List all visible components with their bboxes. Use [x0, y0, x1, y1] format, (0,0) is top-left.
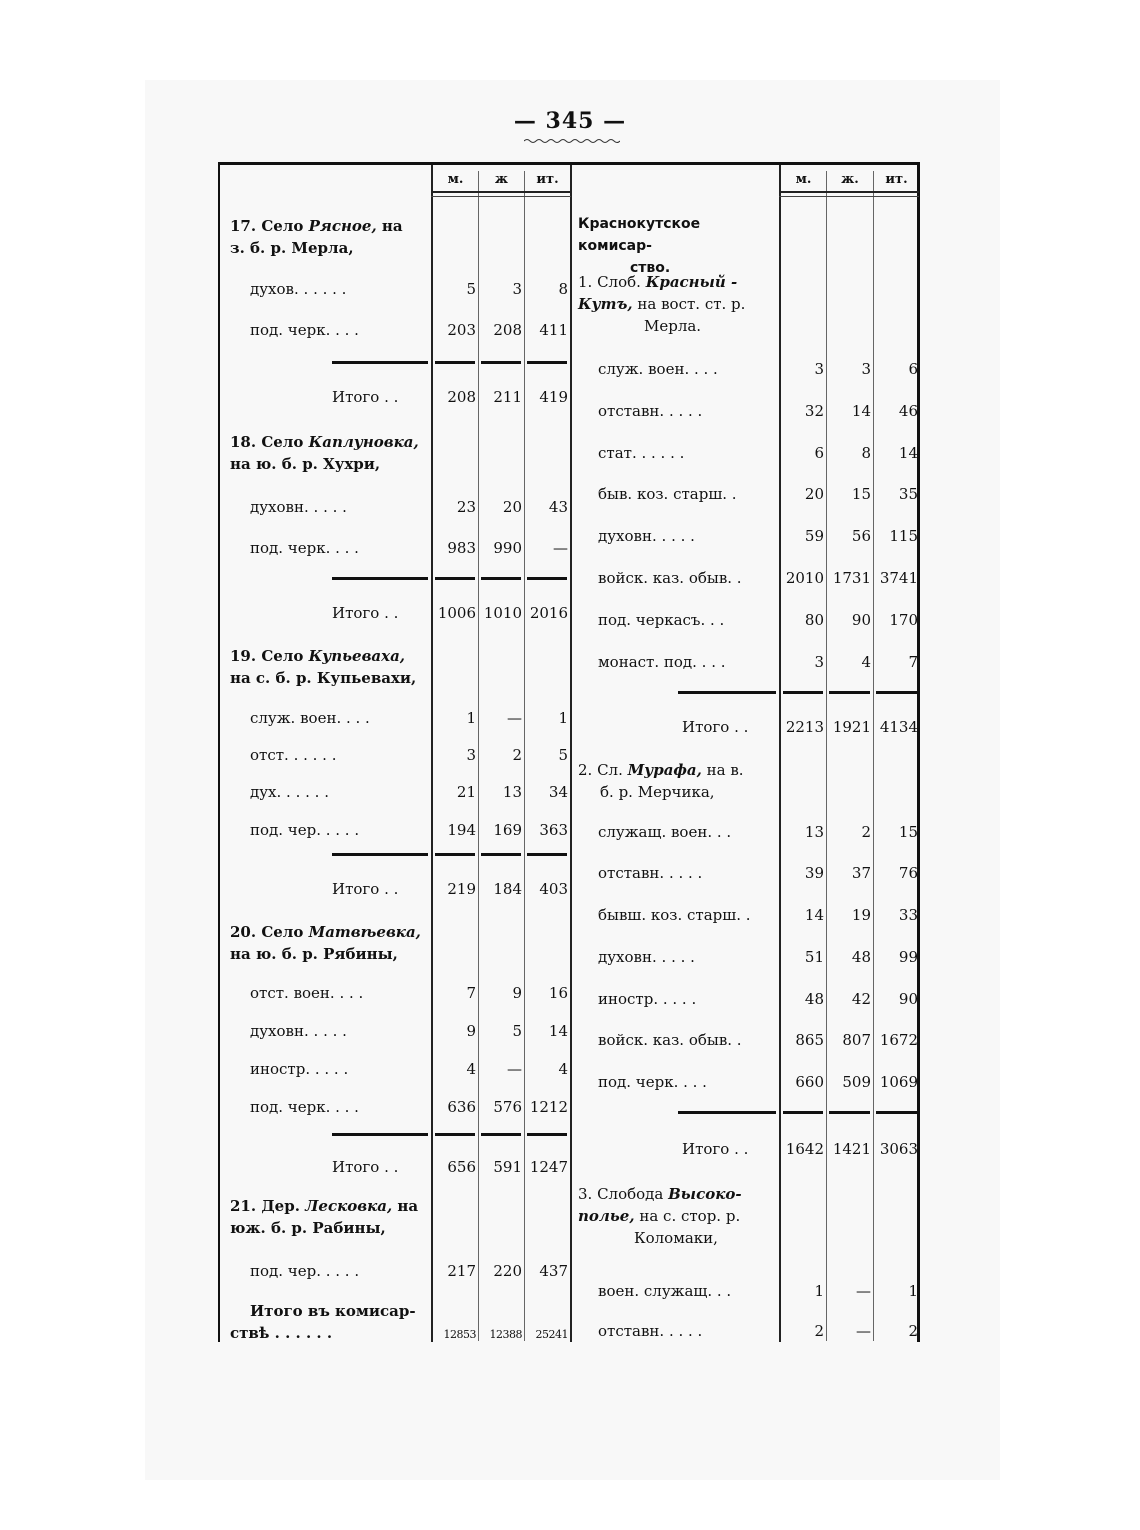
value-zh: 48	[851, 948, 871, 966]
value-zh: —	[507, 1060, 522, 1078]
header-zh: ж.	[841, 172, 859, 187]
total-label: Итого . .	[332, 388, 399, 406]
value-it: 363	[539, 821, 568, 839]
value-it: 1212	[529, 1098, 568, 1116]
value-it: —	[553, 539, 568, 557]
value-it: 1247	[529, 1158, 568, 1176]
village-title: 21. Дер. Лесковка, на юж. б. р. Рабины,	[230, 1197, 419, 1237]
value-it: 76	[898, 864, 918, 882]
value-zh: 42	[851, 990, 871, 1008]
total-rule	[678, 1111, 776, 1114]
value-it: 46	[898, 402, 918, 420]
row-label: служащ. воен. . .	[598, 823, 732, 841]
value-m: 636	[447, 1098, 476, 1116]
total-row	[220, 387, 570, 417]
value-m: 208	[447, 388, 476, 406]
value-m: 656	[447, 1158, 476, 1176]
value-zh: 4	[861, 653, 871, 671]
grand-total-row	[220, 1301, 570, 1345]
value-it: 1069	[879, 1073, 918, 1091]
row-label: иностр. . . . .	[598, 990, 697, 1008]
value-m: 3	[814, 360, 824, 378]
value-zh: 591	[493, 1158, 522, 1176]
value-zh: —	[507, 709, 522, 727]
value-m: 217	[447, 1262, 476, 1280]
value-zh: 19	[851, 906, 871, 924]
total-rule	[527, 853, 567, 856]
value-it: 403	[539, 880, 568, 898]
row-label: духовн. . . . .	[598, 948, 695, 966]
header-it: ит.	[536, 172, 559, 187]
value-it: 15	[898, 823, 918, 841]
commissariat-heading: Краснокутское комисар- ство.	[578, 216, 701, 276]
value-m: 3	[466, 746, 476, 764]
page-number-ornament	[524, 138, 620, 144]
table-row	[220, 1059, 570, 1089]
total-rule	[435, 361, 475, 364]
value-zh: 3	[861, 360, 871, 378]
total-rule	[527, 1133, 567, 1136]
value-it: 14	[548, 1022, 568, 1040]
total-rule	[481, 853, 521, 856]
value-m: 865	[795, 1031, 824, 1049]
value-m: 21	[456, 783, 476, 801]
row-label: под. черк. . . .	[250, 539, 359, 557]
row-label: духов. . . . . .	[250, 280, 347, 298]
value-m: 32	[804, 402, 824, 420]
total-label: Итого . .	[332, 604, 399, 622]
table-row	[570, 526, 922, 556]
row-label: монаст. под. . . .	[598, 653, 726, 671]
value-zh: —	[856, 1282, 871, 1300]
total-row	[570, 717, 922, 747]
table-row	[570, 1072, 922, 1102]
row-label: отст. воен. . . .	[250, 984, 364, 1002]
value-zh: 184	[493, 880, 522, 898]
row-label: отставн. . . . .	[598, 1322, 703, 1340]
value-it: 33	[898, 906, 918, 924]
value-it: 1672	[879, 1031, 918, 1049]
value-m: 59	[804, 527, 824, 545]
value-m: 1	[466, 709, 476, 727]
table-row	[570, 568, 922, 598]
row-label: воен. служащ. . .	[598, 1282, 732, 1300]
value-zh: 169	[493, 821, 522, 839]
value-zh: 807	[842, 1031, 871, 1049]
row-label: стат. . . . . .	[598, 444, 685, 462]
value-m: 2213	[785, 718, 824, 736]
page-number: — 345 —	[513, 108, 627, 134]
table-row	[570, 822, 922, 852]
total-rule	[332, 853, 428, 856]
value-m: 13	[804, 823, 824, 841]
value-zh: 20	[502, 498, 522, 516]
row-label: войск. каз. обыв. .	[598, 1031, 742, 1049]
value-m: 1	[814, 1282, 824, 1300]
value-m: 9	[466, 1022, 476, 1040]
value-it: 43	[548, 498, 568, 516]
value-zh: 5	[512, 1022, 522, 1040]
row-label: служ. воен. . . .	[250, 709, 370, 727]
total-rule	[527, 577, 567, 580]
value-zh: 37	[851, 864, 871, 882]
value-zh: —	[856, 1322, 871, 1340]
value-m: 14	[804, 906, 824, 924]
header-rule	[431, 196, 571, 197]
village-title: 20. Село Матвѣевка, на ю. б. р. Рябины,	[230, 923, 421, 963]
value-m: 39	[804, 864, 824, 882]
value-it: 16	[548, 984, 568, 1002]
table-row	[220, 782, 570, 812]
row-label: под. черкасъ. . .	[598, 611, 725, 629]
row-label: под. черк. . . .	[250, 1098, 359, 1116]
table-row	[220, 820, 570, 850]
total-label: Итого . .	[332, 1158, 399, 1176]
total-rule	[332, 1133, 428, 1136]
value-m: 12853	[443, 1328, 476, 1341]
total-rule	[829, 691, 870, 694]
value-zh: 13	[502, 783, 522, 801]
value-zh: 12388	[489, 1328, 522, 1341]
value-m: 48	[804, 990, 824, 1008]
value-it: 1	[558, 709, 568, 727]
table-row	[220, 538, 570, 568]
row-label: войск. каз. обыв. .	[598, 569, 742, 587]
value-m: 194	[447, 821, 476, 839]
total-rule	[678, 691, 776, 694]
value-it: 35	[898, 485, 918, 503]
village-title: 1. Слоб. Красный - Кутъ, на вост. ст. р. Мерла.	[578, 273, 746, 335]
value-m: 6	[814, 444, 824, 462]
total-row	[220, 879, 570, 909]
table-row	[570, 863, 922, 893]
value-zh: 509	[842, 1073, 871, 1091]
value-it: 411	[539, 321, 568, 339]
total-rule	[435, 853, 475, 856]
value-m: 1642	[785, 1140, 824, 1158]
row-label: отст. . . . . .	[250, 746, 337, 764]
value-zh: 1921	[832, 718, 871, 736]
value-it: 5	[558, 746, 568, 764]
table-row	[570, 989, 922, 1019]
value-it: 25241	[535, 1328, 568, 1341]
value-it: 14	[898, 444, 918, 462]
row-label: духовн. . . . .	[598, 527, 695, 545]
row-label: бывш. коз. старш. .	[598, 906, 751, 924]
table-row	[570, 359, 922, 389]
table-row	[570, 1321, 922, 1351]
value-it: 2	[908, 1322, 918, 1340]
village-title: 18. Село Каплуновка, на ю. б. р. Хухри,	[230, 433, 419, 473]
value-m: 23	[456, 498, 476, 516]
value-it: 2016	[529, 604, 568, 622]
total-label: Итого . .	[332, 880, 399, 898]
value-m: 3	[814, 653, 824, 671]
value-m: 2	[814, 1322, 824, 1340]
total-rule	[783, 1111, 823, 1114]
total-rule	[876, 1111, 918, 1114]
value-zh: 1731	[832, 569, 871, 587]
value-m: 4	[466, 1060, 476, 1078]
total-rule	[783, 691, 823, 694]
row-label: отставн. . . . .	[598, 864, 703, 882]
row-label: под. черк. . . .	[598, 1073, 707, 1091]
header-zh: ж	[494, 172, 509, 187]
table-row	[220, 1097, 570, 1127]
value-it: 437	[539, 1262, 568, 1280]
value-zh: 56	[851, 527, 871, 545]
village-title: 17. Село Рясное, на з. б. р. Мерла,	[230, 217, 403, 257]
value-m: 20	[804, 485, 824, 503]
header-m: м.	[795, 172, 812, 187]
value-zh: 2	[512, 746, 522, 764]
row-label: служ. воен. . . .	[598, 360, 718, 378]
table-row	[570, 443, 922, 473]
value-it: 419	[539, 388, 568, 406]
table-row	[220, 1021, 570, 1051]
value-zh: 2	[861, 823, 871, 841]
header-rule	[779, 196, 919, 197]
value-zh: 1421	[832, 1140, 871, 1158]
table-row	[220, 1261, 570, 1291]
grand-total-label: ствѣ . . . . . .	[230, 1324, 333, 1342]
row-label: духовн. . . . .	[250, 498, 347, 516]
value-it: 4134	[879, 718, 918, 736]
total-rule	[481, 361, 521, 364]
table-row	[570, 484, 922, 514]
value-m: 2010	[785, 569, 824, 587]
table-row	[220, 983, 570, 1013]
value-it: 3063	[879, 1140, 918, 1158]
table-row	[220, 497, 570, 527]
value-zh: 208	[493, 321, 522, 339]
total-rule	[527, 361, 567, 364]
value-it: 8	[558, 280, 568, 298]
value-zh: 220	[493, 1262, 522, 1280]
total-rule	[435, 577, 475, 580]
table-row	[220, 708, 570, 738]
value-m: 7	[466, 984, 476, 1002]
table-row	[570, 1281, 922, 1311]
value-m: 5	[466, 280, 476, 298]
village-title: 2. Сл. Мурафа, на в. б. р. Мерчика,	[578, 761, 744, 801]
value-it: 90	[898, 990, 918, 1008]
total-row	[570, 1139, 922, 1169]
total-rule	[829, 1111, 870, 1114]
row-label: быв. коз. старш. .	[598, 485, 737, 503]
value-zh: 576	[493, 1098, 522, 1116]
row-label: иностр. . . . .	[250, 1060, 349, 1078]
value-it: 115	[889, 527, 918, 545]
total-row	[220, 603, 570, 633]
value-m: 219	[447, 880, 476, 898]
statistics-table	[218, 162, 920, 1342]
value-m: 1006	[437, 604, 476, 622]
total-rule	[481, 1133, 521, 1136]
value-m: 660	[795, 1073, 824, 1091]
value-it: 3741	[879, 569, 918, 587]
row-label: духовн. . . . .	[250, 1022, 347, 1040]
row-label: под. чер. . . . .	[250, 1262, 360, 1280]
value-it: 6	[908, 360, 918, 378]
value-zh: 90	[851, 611, 871, 629]
total-rule	[876, 691, 918, 694]
value-zh: 9	[512, 984, 522, 1002]
village-title: 3. Слобода Высоко- полье, на с. стор. р. Коломаки,	[578, 1185, 742, 1247]
total-rule	[435, 1133, 475, 1136]
table-row	[570, 905, 922, 935]
value-zh: 1010	[483, 604, 522, 622]
grand-total-label: Итого въ комисар-	[250, 1302, 416, 1320]
table-row	[220, 279, 570, 309]
value-zh: 15	[851, 485, 871, 503]
value-it: 170	[889, 611, 918, 629]
table-row	[220, 320, 570, 350]
header-rule	[431, 191, 571, 193]
value-it: 7	[908, 653, 918, 671]
value-it: 99	[898, 948, 918, 966]
row-label: дух. . . . . .	[250, 783, 329, 801]
value-zh: 990	[493, 539, 522, 557]
value-m: 51	[804, 948, 824, 966]
value-zh: 14	[851, 402, 871, 420]
value-it: 4	[558, 1060, 568, 1078]
village-title: 19. Село Купьеваха, на с. б. р. Купьевахи,	[230, 647, 417, 687]
header-it: ит.	[885, 172, 908, 187]
value-zh: 211	[493, 388, 522, 406]
header-m: м.	[447, 172, 464, 187]
row-label: под. черк. . . .	[250, 321, 359, 339]
value-it: 1	[908, 1282, 918, 1300]
row-label: под. чер. . . . .	[250, 821, 360, 839]
value-m: 203	[447, 321, 476, 339]
value-it: 34	[548, 783, 568, 801]
table-row	[570, 401, 922, 431]
row-label: отставн. . . . .	[598, 402, 703, 420]
total-label: Итого . .	[682, 718, 749, 736]
total-rule	[481, 577, 521, 580]
total-rule	[332, 577, 428, 580]
value-m: 983	[447, 539, 476, 557]
total-label: Итого . .	[682, 1140, 749, 1158]
table-row	[570, 1030, 922, 1060]
value-m: 80	[804, 611, 824, 629]
table-row	[220, 745, 570, 775]
value-zh: 8	[861, 444, 871, 462]
table-row	[570, 947, 922, 977]
total-rule	[332, 361, 428, 364]
header-rule	[779, 191, 919, 193]
table-row	[570, 652, 922, 682]
total-row	[220, 1157, 570, 1187]
table-row	[570, 610, 922, 640]
value-zh: 3	[512, 280, 522, 298]
